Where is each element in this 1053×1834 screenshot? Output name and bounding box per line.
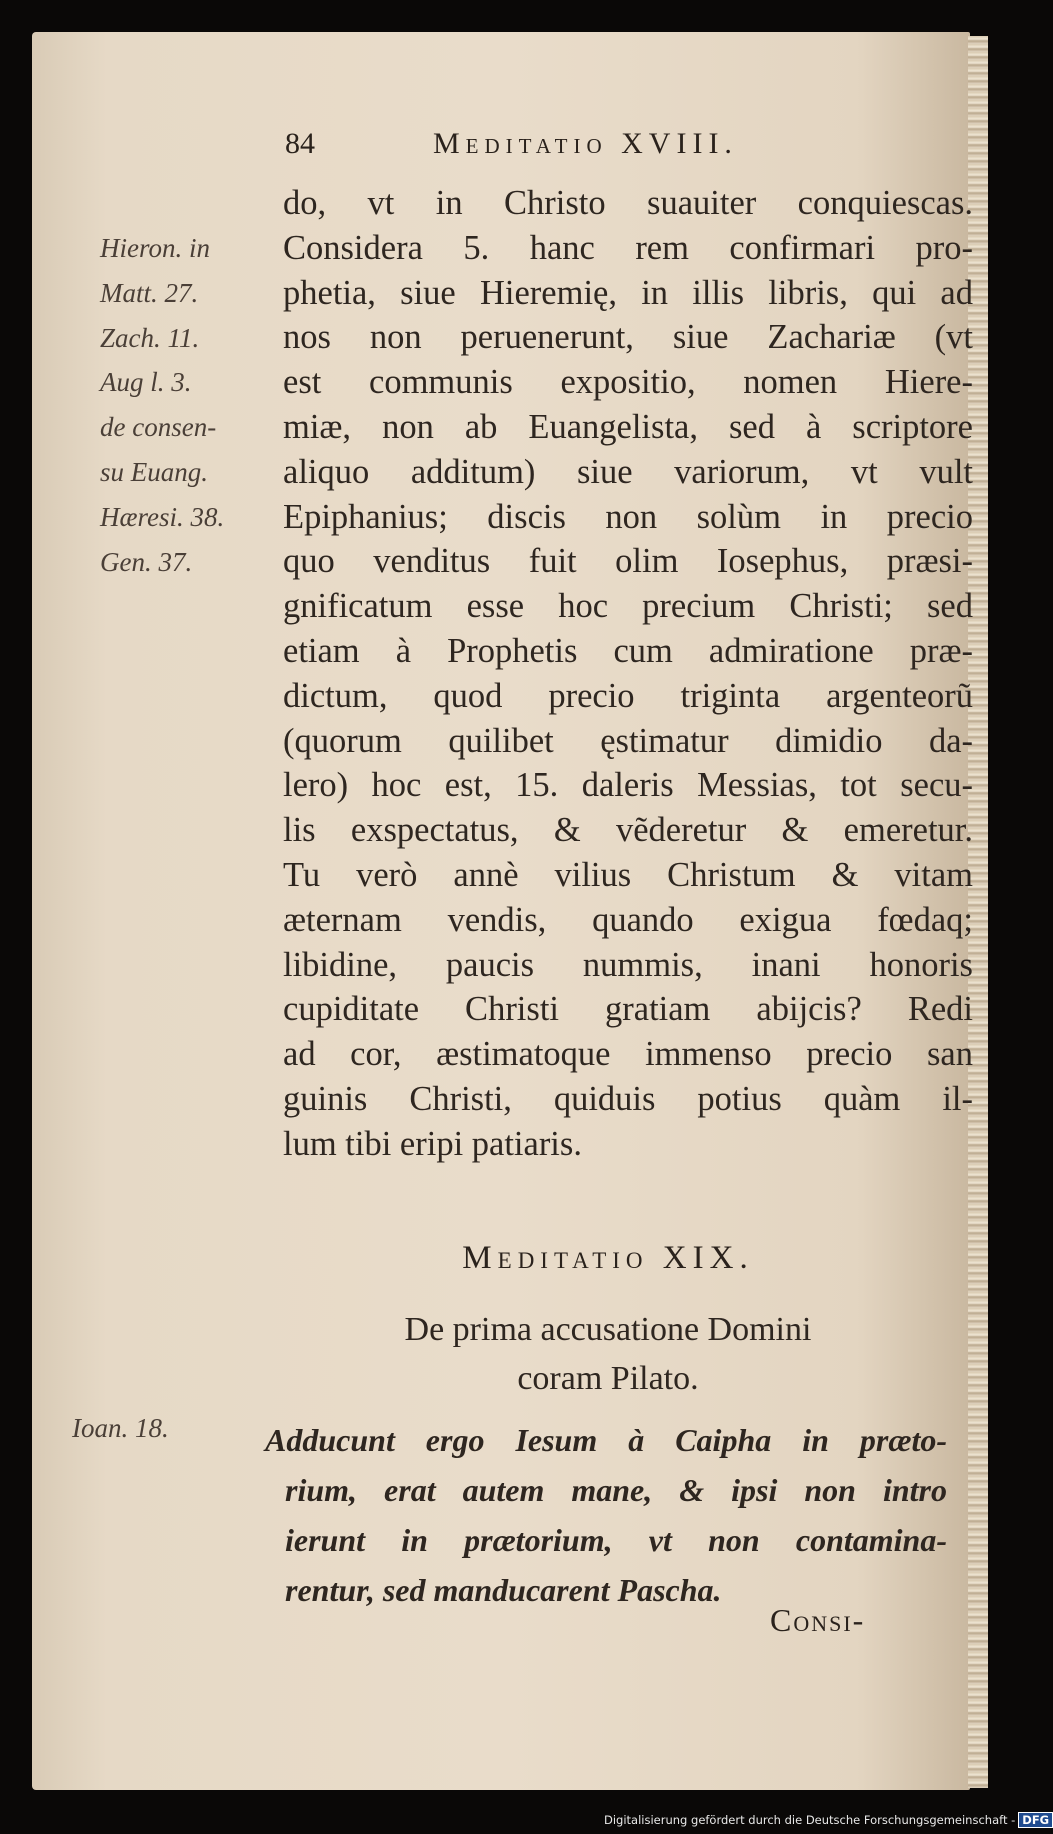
text-line: est communis expositio, nomen Hiere- [283, 363, 973, 402]
subtitle-line: De prima accusatione Domini [404, 1311, 812, 1348]
text-line: lis exspectatus, & vẽderetur & emeretur. [283, 811, 973, 850]
footer-text: Digitalisierung gefördert durch die Deutsche Forschungsgemeinschaft - [604, 1813, 1016, 1827]
quote-line: Adducunt ergo Iesum à Caipha in præto- [265, 1422, 947, 1458]
text-line: Epiphanius; discis non solùm in precio [283, 497, 973, 536]
text-line: lero) hoc est, 15. daleris Messias, tot secu- [283, 766, 973, 805]
text-line: etiam à Prophetis cum admiratione præ- [283, 631, 973, 670]
text-line: cupiditate Christi gratiam abijcis? Redi [283, 990, 973, 1029]
margin-note: Hæresi. 38. [100, 501, 225, 532]
text-line: æternam vendis, quando exigua fœdaq; [283, 900, 973, 939]
text-line: Tu verò annè vilius Christum & vitam [283, 855, 973, 894]
margin-notes [100, 226, 282, 584]
scripture-quote [265, 1415, 947, 1615]
meditation-title: Meditatio XIX. [462, 1240, 754, 1276]
text-line: ad cor, æstimatoque immenso precio san [283, 1035, 973, 1074]
digitization-footer [604, 1812, 1053, 1828]
text-line: dictum, quod precio triginta argenteorũ [283, 676, 973, 715]
text-line: (quorum quilibet ęstimatur dimidio da- [283, 721, 973, 760]
quote-line: rentur, sed manducarent Pascha. [285, 1572, 722, 1608]
meditation-subtitle [283, 1305, 933, 1403]
dfg-logo: DFG [1018, 1812, 1053, 1828]
scripture-reference: Ioan. 18. [72, 1413, 169, 1443]
margin-note: Zach. 11. [100, 322, 200, 353]
text-line: aliquo additum) siue variorum, vt vult [283, 452, 973, 491]
margin-note: Matt. 27. [100, 277, 199, 308]
text-line: libidine, paucis nummis, inani honoris [283, 945, 973, 984]
margin-note: Gen. 37. [100, 546, 193, 577]
page-header [285, 127, 885, 173]
text-line: gnificatum esse hoc precium Christi; sed [283, 587, 973, 626]
text-line: do, vt in Christo suauiter conquiescas. [283, 184, 973, 222]
text-line: Considera 5. hanc rem confirmari pro- [283, 228, 973, 267]
margin-note: su Euang. [100, 456, 208, 487]
text-line: guinis Christi, quiduis potius quàm il- [283, 1079, 973, 1118]
quote-line: ierunt in prætorium, vt non contamina- [285, 1522, 947, 1558]
text-line: nos non peruenerunt, siue Zachariæ (vt [283, 318, 973, 357]
text-line: quo venditus fuit olim Iosephus, præsi- [283, 542, 973, 581]
catchword: Consi- [770, 1602, 866, 1638]
text-line: phetia, siue Hieremię, in illis libris, qui ad [283, 273, 973, 312]
page-number: 84 [285, 127, 315, 160]
running-head: Meditatio XVIII. [433, 127, 738, 160]
main-text [283, 181, 973, 1167]
text-line: miæ, non ab Euangelista, sed à scriptore [283, 407, 973, 446]
margin-note: Aug l. 3. [100, 367, 192, 398]
quote-line: rium, erat autem mane, & ipsi non intro [285, 1472, 947, 1508]
text-line: lum tibi eripi patiaris. [283, 1124, 582, 1163]
margin-note: Hieron. in [100, 233, 210, 263]
margin-note: de consen- [100, 412, 217, 443]
subtitle-line: coram Pilato. [517, 1360, 699, 1397]
